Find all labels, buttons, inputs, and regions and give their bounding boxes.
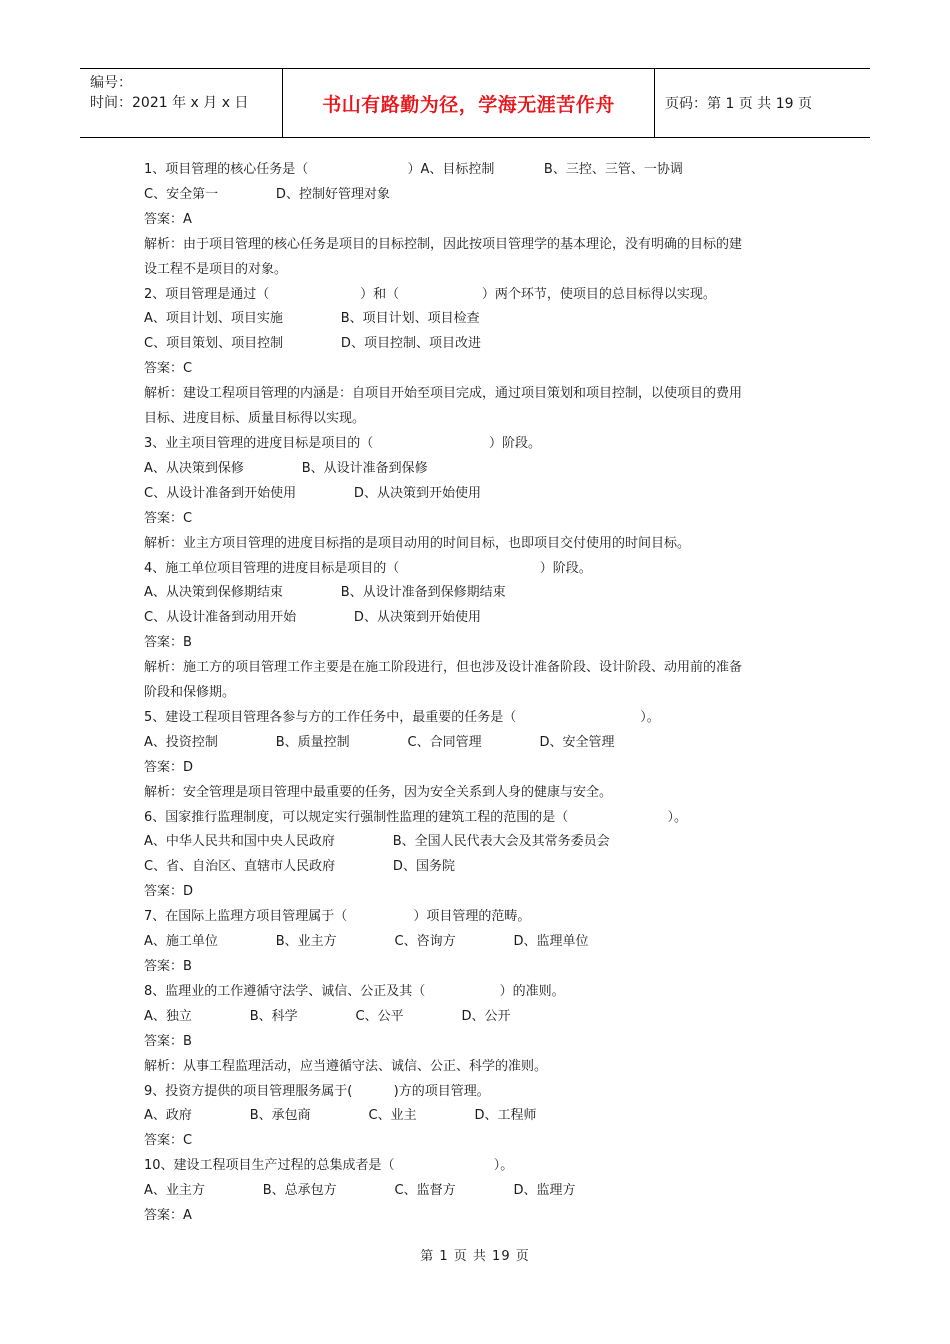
date-label: 时间：2021 年 x 月 x 日 (90, 95, 249, 111)
text-line: A、中华人民共和国中央人民政府 B、全国人民代表大会及其常务委员会 (144, 834, 610, 850)
text-line: 设工程不是项目的对象。 (144, 261, 288, 277)
text-line: 6、国家推行监理制度，可以规定实行强制性监理的建筑工程的范围的是（ ）。 (144, 809, 687, 825)
text-line: C、安全第一 D、控制好管理对象 (144, 186, 390, 202)
text-line: C、从设计准备到开始使用 D、从决策到开始使用 (144, 485, 481, 501)
text-line: 答案：D (144, 884, 194, 900)
document-body (144, 158, 814, 1229)
text-line: 阶段和保修期。 (144, 685, 236, 701)
text-line: C、从设计准备到动用开始 D、从决策到开始使用 (144, 610, 481, 626)
text-line: A、投资控制 B、质量控制 C、合同管理 D、安全管理 (144, 734, 615, 750)
text-line: 解析：施工方的项目管理工作主要是在施工阶段进行，但也涉及设计准备阶段、设计阶段、动用前的准备 (144, 660, 743, 676)
text-line: 1、项目管理的核心任务是（ ）A、目标控制 B、三控、三管、一协调 (144, 162, 683, 177)
text-line: A、项目计划、项目实施 B、项目计划、项目检查 (144, 311, 480, 327)
text-line: A、政府 B、承包商 C、业主 D、工程师 (144, 1108, 537, 1124)
text-line: 答案：D (144, 759, 194, 775)
text-line: 8、监理业的工作遵循守法学、诚信、公正及其（ ）的准则。 (144, 983, 565, 999)
text-line: 目标、进度目标、质量目标得以实现。 (144, 411, 366, 427)
text-line: 解析：从事工程监理活动，应当遵循守法、诚信、公正、科学的准则。 (144, 1058, 548, 1074)
text-line: A、业主方 B、总承包方 C、监督方 D、监理方 (144, 1183, 576, 1199)
page-header (80, 68, 870, 138)
page-footer: 第 1 页 共 19 页 (420, 1249, 530, 1264)
text-line: 4、施工单位项目管理的进度目标是项目的（ ）阶段。 (144, 560, 592, 576)
text-line: 答案：C (144, 510, 193, 526)
text-line: 答案：B (144, 635, 192, 651)
header-meta (80, 69, 283, 137)
text-line: 10、建设工程项目生产过程的总集成者是（ ）。 (144, 1158, 514, 1174)
text-line: 7、在国际上监理方项目管理属于（ ）项目管理的范畴。 (144, 909, 531, 925)
text-line: C、项目策划、项目控制 D、项目控制、项目改进 (144, 336, 481, 352)
text-line: 答案：B (144, 1033, 192, 1049)
text-line: A、施工单位 B、业主方 C、咨询方 D、监理单位 (144, 934, 589, 950)
text-line: 2、项目管理是通过（ ）和（ ）两个环节，使项目的总目标得以实现。 (144, 286, 716, 302)
text-line: C、省、自治区、直辖市人民政府 D、国务院 (144, 859, 455, 875)
text-line: A、从决策到保修 B、从设计准备到保修 (144, 460, 428, 476)
text-line: 9、投资方提供的项目管理服务属于( )方的项目管理。 (144, 1083, 490, 1099)
text-line: 解析：安全管理是项目管理中最重要的任务，因为安全关系到人身的健康与安全。 (144, 784, 613, 800)
text-line: 答案：C (144, 1133, 193, 1149)
text-line: 解析：由于项目管理的核心任务是项目的目标控制，因此按项目管理学的基本理论，没有明确的目标的建 (144, 236, 743, 252)
text-line: 解析：建设工程项目管理的内涵是：自项目开始至项目完成，通过项目策划和项目控制，以使项目的费用 (144, 386, 743, 402)
header-motto: 书山有路勤为径，学海无涯苦作舟 (283, 69, 655, 137)
text-line: 答案：C (144, 361, 193, 377)
text-line: 答案：B (144, 959, 192, 974)
text-line: A、从决策到保修期结束 B、从设计准备到保修期结束 (144, 585, 506, 601)
text-line: 5、建设工程项目管理各参与方的工作任务中，最重要的任务是（ ）。 (144, 709, 660, 725)
text-line: 答案：A (144, 211, 192, 227)
text-line: 答案：A (144, 1208, 192, 1224)
number-label: 编号： (90, 75, 132, 91)
text-line: 3、业主项目管理的进度目标是项目的（ ）阶段。 (144, 435, 541, 451)
text-line: 解析：业主方项目管理的进度目标指的是项目动用的时间目标，也即项目交付使用的时间目标。 (144, 535, 691, 551)
header-page-label: 页码：第 1 页 共 19 页 (665, 96, 812, 112)
text-line: A、独立 B、科学 C、公平 D、公开 (144, 1008, 511, 1024)
